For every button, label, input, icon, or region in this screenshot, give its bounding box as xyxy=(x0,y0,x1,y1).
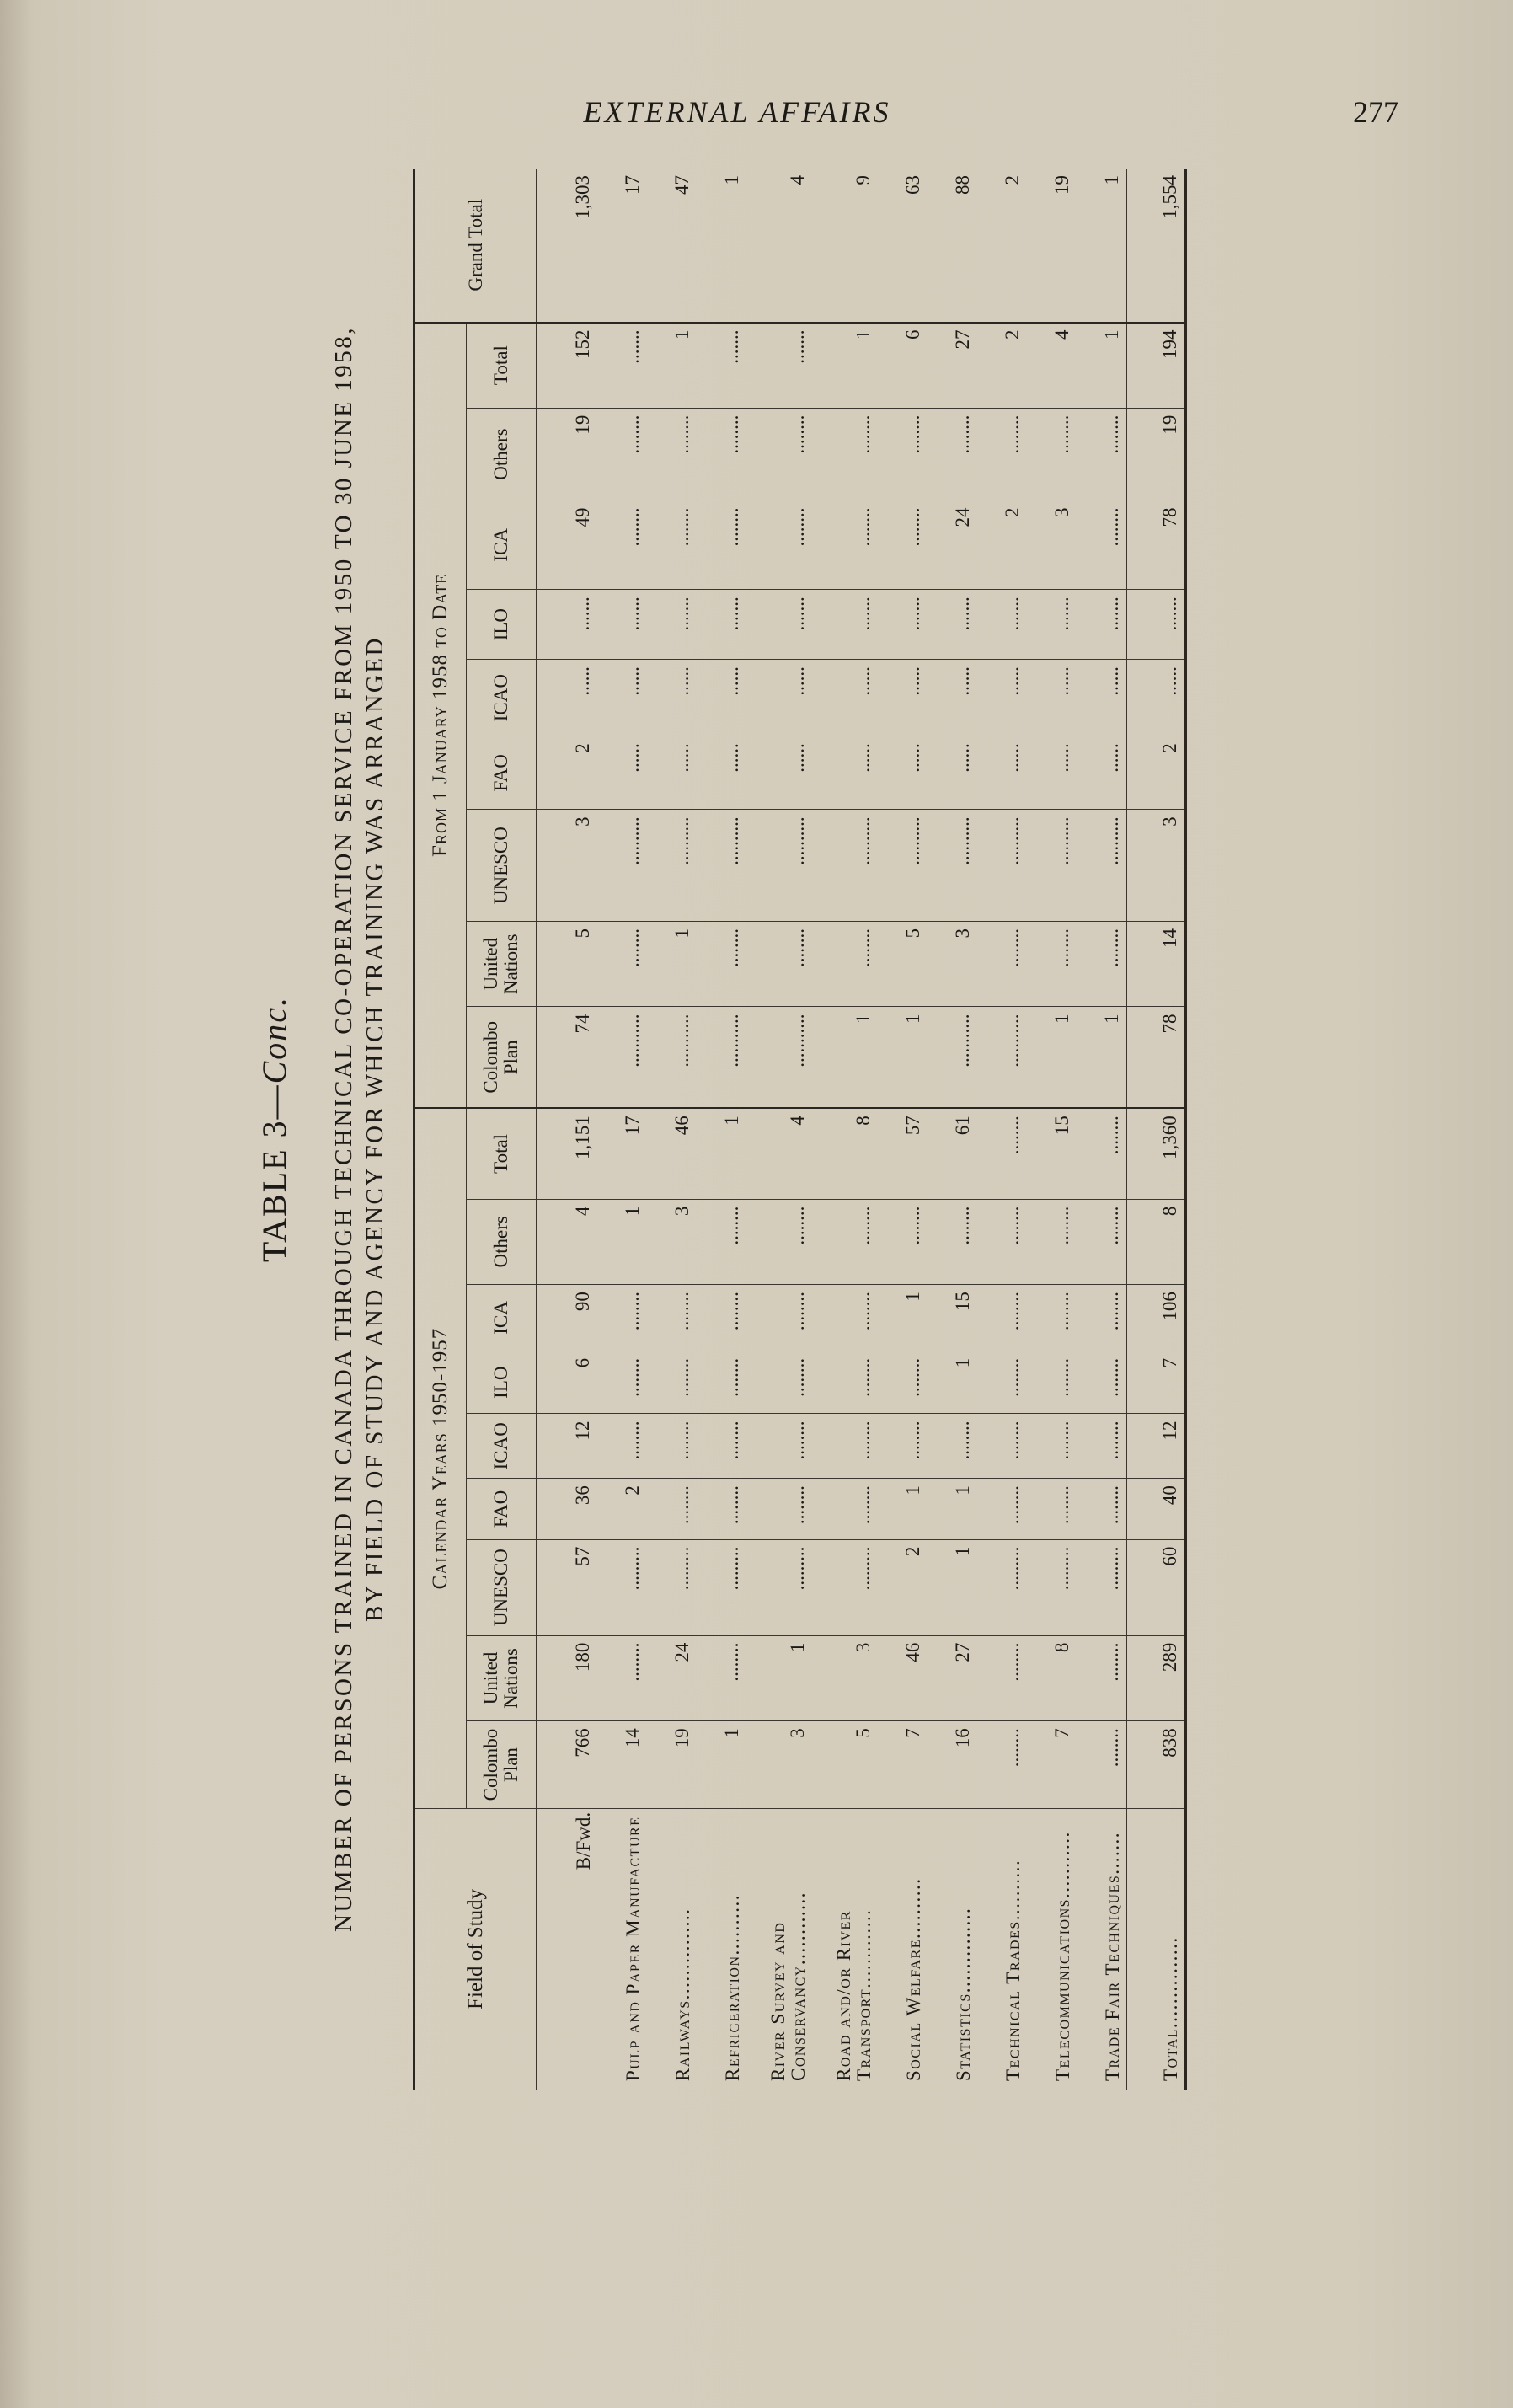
agency-header-1950-1957-7: ICA xyxy=(467,1285,537,1351)
value-cell-g2-7: 78 xyxy=(1127,500,1186,590)
value-cell-g2-4: ...... xyxy=(746,736,812,810)
agency-header-1958-1: Colombo Plan xyxy=(467,1007,537,1108)
value-cell-g2-4: 2 xyxy=(537,736,598,810)
table-row xyxy=(1127,169,1186,2090)
value-cell-g1-3: ......... xyxy=(746,1539,812,1635)
value-cell-g2-2: 5 xyxy=(878,921,928,1007)
value-cell-g2-6: ....... xyxy=(878,590,928,660)
grand-total-cell: 4 xyxy=(746,169,812,323)
value-cell-g1-2: ........ xyxy=(597,1635,647,1721)
value-cell-g2-3: .......... xyxy=(647,810,697,922)
agency-header-1958-3: UNESCO xyxy=(467,810,537,922)
value-cell-g1-3: ......... xyxy=(647,1539,697,1635)
value-cell-g2-7: 24 xyxy=(928,500,977,590)
value-cell-g2-5: ...... xyxy=(537,660,598,736)
value-cell-g2-5: ...... xyxy=(928,660,977,736)
value-cell-g1-4: 40 xyxy=(1127,1479,1186,1540)
value-cell-g2-7: ........ xyxy=(878,500,928,590)
value-cell-g2-8: ........ xyxy=(597,408,647,500)
value-cell-g1-7: ........ xyxy=(746,1285,812,1351)
value-cell-g1-1: 7 xyxy=(878,1721,928,1809)
value-cell-g2-8: ........ xyxy=(746,408,812,500)
value-cell-g1-5: ........ xyxy=(878,1414,928,1479)
value-cell-g1-7: 15 xyxy=(928,1285,977,1351)
value-cell-g1-2: 3 xyxy=(812,1635,878,1721)
value-cell-g2-3: .......... xyxy=(1077,810,1127,922)
agency-header-1958-9: Total xyxy=(467,323,537,409)
value-cell-g2-8: ........ xyxy=(928,408,977,500)
table-row xyxy=(647,169,697,2090)
value-cell-g2-3: .......... xyxy=(878,810,928,922)
table-subtitle-line-2: BY FIELD OF STUDY AND AGENCY FOR WHICH TRAINING WAS ARRANGED xyxy=(361,636,388,1622)
table-row xyxy=(977,169,1027,2090)
value-cell-g1-3: 1 xyxy=(928,1539,977,1635)
value-cell-g1-6: 6 xyxy=(537,1351,598,1414)
value-cell-g1-1: 766 xyxy=(537,1721,598,1809)
value-cell-g1-3: ......... xyxy=(977,1539,1027,1635)
value-cell-g2-5: ...... xyxy=(746,660,812,736)
table-subtitle-line-1: NUMBER OF PERSONS TRAINED IN CANADA THROUGH TECHNICAL CO-OPERATION SERVICE FROM 1950 TO 30 JUNE 1958, xyxy=(330,326,357,1932)
value-cell-g1-5: 12 xyxy=(537,1414,598,1479)
value-cell-g2-6: ....... xyxy=(928,590,977,660)
agency-header-1950-1957-2: United Nations xyxy=(467,1635,537,1721)
value-cell-g2-6: ....... xyxy=(697,590,746,660)
value-cell-g2-4: ...... xyxy=(1027,736,1077,810)
agency-header-1950-1957-6: ILO xyxy=(467,1351,537,1414)
grand-total-cell: 17 xyxy=(597,169,647,323)
value-cell-g1-5: 12 xyxy=(1127,1414,1186,1479)
value-cell-g2-2: 14 xyxy=(1127,921,1186,1007)
value-cell-g1-1: ........ xyxy=(977,1721,1027,1809)
header-row-groups xyxy=(414,169,467,2090)
value-cell-g1-3: ......... xyxy=(812,1539,878,1635)
value-cell-g1-1: 19 xyxy=(647,1721,697,1809)
value-cell-g2-9: 194 xyxy=(1127,323,1186,409)
value-cell-g2-4: ...... xyxy=(1077,736,1127,810)
grand-total-header: Grand Total xyxy=(414,169,537,323)
agency-header-1958-8: Others xyxy=(467,408,537,500)
value-cell-g2-5: ...... xyxy=(597,660,647,736)
table-row xyxy=(537,169,598,2090)
value-cell-g1-7: ........ xyxy=(1077,1285,1127,1351)
value-cell-g1-1: 1 xyxy=(697,1721,746,1809)
value-cell-g1-5: ........ xyxy=(746,1414,812,1479)
value-cell-g1-1: 838 xyxy=(1127,1721,1186,1809)
value-cell-g2-1: 1 xyxy=(1077,1007,1127,1108)
value-cell-g1-2: 24 xyxy=(647,1635,697,1721)
value-cell-g1-4: 1 xyxy=(878,1479,928,1540)
value-cell-g2-9: 27 xyxy=(928,323,977,409)
value-cell-g2-3: .......... xyxy=(977,810,1027,922)
group-header-1958: From 1 January 1958 to Date xyxy=(414,323,467,1109)
value-cell-g2-1: 1 xyxy=(1027,1007,1077,1108)
field-of-study-cell: Total............... xyxy=(1127,1808,1186,2090)
value-cell-g2-9: 1 xyxy=(812,323,878,409)
value-cell-g2-7: ........ xyxy=(1077,500,1127,590)
value-cell-g2-3: .......... xyxy=(812,810,878,922)
value-cell-g1-7: ........ xyxy=(812,1285,878,1351)
agency-header-1950-1957-9: Total xyxy=(467,1108,537,1199)
value-cell-g2-3: 3 xyxy=(537,810,598,922)
value-cell-g1-9: 61 xyxy=(928,1108,977,1199)
field-of-study-cell: B/Fwd. xyxy=(573,1811,594,1870)
value-cell-g2-9: 4 xyxy=(1027,323,1077,409)
grand-total-cell: 2 xyxy=(977,169,1027,323)
grand-total-cell: 63 xyxy=(878,169,928,323)
value-cell-g2-7: 49 xyxy=(537,500,598,590)
value-cell-g2-1: ........... xyxy=(977,1007,1027,1108)
table-row xyxy=(697,169,746,2090)
value-cell-g2-5: ...... xyxy=(1027,660,1077,736)
value-cell-g2-6: ....... xyxy=(537,590,598,660)
value-cell-g2-5: ...... xyxy=(1127,660,1186,736)
value-cell-g2-1: 78 xyxy=(1127,1007,1186,1108)
value-cell-g1-4: ........ xyxy=(697,1479,746,1540)
value-cell-g2-2: ........ xyxy=(1077,921,1127,1007)
value-cell-g1-4: ........ xyxy=(1027,1479,1077,1540)
value-cell-g1-6: ........ xyxy=(597,1351,647,1414)
value-cell-g1-6: ........ xyxy=(878,1351,928,1414)
value-cell-g1-1: 7 xyxy=(1027,1721,1077,1809)
value-cell-g2-5: ...... xyxy=(812,660,878,736)
value-cell-g2-5: ...... xyxy=(1077,660,1127,736)
value-cell-g2-5: ...... xyxy=(977,660,1027,736)
value-cell-g2-8: ........ xyxy=(878,408,928,500)
value-cell-g1-4: 36 xyxy=(537,1479,598,1540)
field-of-study-cell: Road and/or River Transport............. xyxy=(833,1908,874,2081)
value-cell-g2-1: ........... xyxy=(928,1007,977,1108)
value-cell-g2-2: 5 xyxy=(537,921,598,1007)
value-cell-g2-5: ...... xyxy=(878,660,928,736)
value-cell-g2-8: ........ xyxy=(1027,408,1077,500)
value-cell-g2-7: ........ xyxy=(746,500,812,590)
value-cell-g2-3: .......... xyxy=(928,810,977,922)
value-cell-g2-3: .......... xyxy=(746,810,812,922)
value-cell-g1-9: 46 xyxy=(647,1108,697,1199)
value-cell-g1-7: ........ xyxy=(1027,1285,1077,1351)
value-cell-g1-9: 1,151 xyxy=(537,1108,598,1199)
value-cell-g1-6: 7 xyxy=(1127,1351,1186,1414)
value-cell-g2-6: ....... xyxy=(647,590,697,660)
value-cell-g1-6: ........ xyxy=(746,1351,812,1414)
table-body xyxy=(537,169,1186,2090)
agency-header-1958-2: United Nations xyxy=(467,921,537,1007)
grand-total-cell: 1,303 xyxy=(537,169,598,323)
table-title-main: TABLE 3— xyxy=(255,1084,293,1263)
value-cell-g2-3: .......... xyxy=(597,810,647,922)
value-cell-g2-6: ....... xyxy=(1027,590,1077,660)
persons-trained-table xyxy=(413,169,1187,2090)
rotated-table-block xyxy=(244,169,1179,2090)
agency-header-1958-7: ICA xyxy=(467,500,537,590)
value-cell-g1-4: ........ xyxy=(812,1479,878,1540)
value-cell-g2-1: 1 xyxy=(812,1007,878,1108)
value-cell-g2-4: ...... xyxy=(697,736,746,810)
value-cell-g2-8: 19 xyxy=(1127,408,1186,500)
value-cell-g1-4: ........ xyxy=(1077,1479,1127,1540)
value-cell-g1-8: 1 xyxy=(597,1199,647,1285)
value-cell-g2-8: ........ xyxy=(812,408,878,500)
value-cell-g1-8: ........ xyxy=(1027,1199,1077,1285)
value-cell-g2-6: ....... xyxy=(1127,590,1186,660)
value-cell-g1-9: 4 xyxy=(746,1108,812,1199)
field-of-study-cell: Telecommunications........... xyxy=(1052,1831,1073,2081)
grand-total-cell: 9 xyxy=(812,169,878,323)
value-cell-g1-1: 16 xyxy=(928,1721,977,1809)
value-cell-g2-9: ....... xyxy=(597,323,647,409)
value-cell-g1-8: ........ xyxy=(928,1199,977,1285)
value-cell-g1-7: ........ xyxy=(977,1285,1027,1351)
value-cell-g2-1: 1 xyxy=(878,1007,928,1108)
value-cell-g2-8: ........ xyxy=(697,408,746,500)
value-cell-g1-1: ........ xyxy=(1077,1721,1127,1809)
value-cell-g2-8: 19 xyxy=(537,408,598,500)
value-cell-g1-6: ........ xyxy=(1027,1351,1077,1414)
value-cell-g2-6: ....... xyxy=(977,590,1027,660)
value-cell-g2-6: ....... xyxy=(746,590,812,660)
agency-header-1950-1957-1: Colombo Plan xyxy=(467,1721,537,1809)
value-cell-g2-4: ...... xyxy=(597,736,647,810)
value-cell-g1-5: ........ xyxy=(977,1414,1027,1479)
value-cell-g1-4: ........ xyxy=(746,1479,812,1540)
value-cell-g2-4: ...... xyxy=(928,736,977,810)
value-cell-g2-9: 1 xyxy=(647,323,697,409)
value-cell-g2-4: ...... xyxy=(812,736,878,810)
value-cell-g2-1: ........... xyxy=(647,1007,697,1108)
field-of-study-cell: River Survey and Conservancy............ xyxy=(767,1892,809,2081)
value-cell-g2-7: ........ xyxy=(597,500,647,590)
table-row xyxy=(878,169,928,2090)
value-cell-g2-9: ....... xyxy=(697,323,746,409)
table-title-italic: Conc. xyxy=(255,995,293,1084)
field-of-study-header: Field of Study xyxy=(414,1808,537,2090)
field-of-study-cell: Trade Fair Techniques....... xyxy=(1102,1832,1123,2081)
agency-header-1958-6: ILO xyxy=(467,590,537,660)
table-row xyxy=(1027,169,1077,2090)
value-cell-g1-9: 8 xyxy=(812,1108,878,1199)
agency-header-1958-5: ICAO xyxy=(467,660,537,736)
value-cell-g1-1: 14 xyxy=(597,1721,647,1809)
value-cell-g1-9: 57 xyxy=(878,1108,928,1199)
value-cell-g1-1: 5 xyxy=(812,1721,878,1809)
value-cell-g2-5: ...... xyxy=(697,660,746,736)
value-cell-g1-3: ......... xyxy=(697,1539,746,1635)
value-cell-g1-6: ........ xyxy=(647,1351,697,1414)
value-cell-g1-6: ........ xyxy=(697,1351,746,1414)
value-cell-g1-4: 1 xyxy=(928,1479,977,1540)
value-cell-g1-9: ........ xyxy=(977,1108,1027,1199)
value-cell-g1-2: ........ xyxy=(1077,1635,1127,1721)
table-row xyxy=(597,169,647,2090)
value-cell-g1-6: ........ xyxy=(977,1351,1027,1414)
field-of-study-cell: Technical Trades.......... xyxy=(1002,1859,1024,2081)
value-cell-g2-4: ...... xyxy=(878,736,928,810)
value-cell-g2-1: ........... xyxy=(597,1007,647,1108)
value-cell-g2-3: .......... xyxy=(697,810,746,922)
agency-header-1950-1957-3: UNESCO xyxy=(467,1539,537,1635)
value-cell-g1-8: 3 xyxy=(647,1199,697,1285)
value-cell-g2-1: 74 xyxy=(537,1007,598,1108)
value-cell-g2-2: ........ xyxy=(977,921,1027,1007)
value-cell-g1-2: 8 xyxy=(1027,1635,1077,1721)
agency-header-1950-1957-5: ICAO xyxy=(467,1414,537,1479)
field-of-study-cell: Statistics.............. xyxy=(953,1907,974,2081)
value-cell-g2-2: ........ xyxy=(697,921,746,1007)
value-cell-g1-7: 106 xyxy=(1127,1285,1186,1351)
agency-header-1958-4: FAO xyxy=(467,736,537,810)
value-cell-g2-6: ....... xyxy=(1077,590,1127,660)
field-of-study-cell: Railways............... xyxy=(672,1908,693,2081)
value-cell-g1-5: ........ xyxy=(647,1414,697,1479)
value-cell-g2-4: 2 xyxy=(1127,736,1186,810)
value-cell-g1-5: ........ xyxy=(697,1414,746,1479)
value-cell-g1-8: ........ xyxy=(878,1199,928,1285)
value-cell-g1-2: 27 xyxy=(928,1635,977,1721)
value-cell-g2-6: ....... xyxy=(597,590,647,660)
value-cell-g2-3: .......... xyxy=(1027,810,1077,922)
value-cell-g1-6: ........ xyxy=(812,1351,878,1414)
value-cell-g2-4: ...... xyxy=(977,736,1027,810)
value-cell-g1-8: ........ xyxy=(697,1199,746,1285)
value-cell-g2-4: ...... xyxy=(647,736,697,810)
value-cell-g2-2: ........ xyxy=(597,921,647,1007)
value-cell-g1-5: ........ xyxy=(928,1414,977,1479)
value-cell-g1-9: 17 xyxy=(597,1108,647,1199)
value-cell-g2-7: ........ xyxy=(697,500,746,590)
value-cell-g1-3: 2 xyxy=(878,1539,928,1635)
table-row xyxy=(812,169,878,2090)
value-cell-g1-2: 180 xyxy=(537,1635,598,1721)
value-cell-g1-8: 4 xyxy=(537,1199,598,1285)
value-cell-g1-9: ........ xyxy=(1077,1108,1127,1199)
value-cell-g2-2: 3 xyxy=(928,921,977,1007)
running-head: EXTERNAL AFFAIRS xyxy=(583,95,891,129)
value-cell-g2-7: ........ xyxy=(647,500,697,590)
value-cell-g1-8: 8 xyxy=(1127,1199,1186,1285)
value-cell-g1-8: ........ xyxy=(746,1199,812,1285)
header-row-agencies xyxy=(467,169,537,2090)
value-cell-g1-3: ......... xyxy=(1077,1539,1127,1635)
value-cell-g1-2: ........ xyxy=(977,1635,1027,1721)
value-cell-g2-9: 1 xyxy=(1077,323,1127,409)
value-cell-g1-1: 3 xyxy=(746,1721,812,1809)
table-row xyxy=(746,169,812,2090)
value-cell-g2-8: ........ xyxy=(977,408,1027,500)
value-cell-g1-5: ........ xyxy=(1027,1414,1077,1479)
value-cell-g2-1: ........... xyxy=(697,1007,746,1108)
value-cell-g2-6: ....... xyxy=(812,590,878,660)
value-cell-g2-1: ........... xyxy=(746,1007,812,1108)
value-cell-g1-4: 2 xyxy=(597,1479,647,1540)
value-cell-g1-4: ........ xyxy=(647,1479,697,1540)
value-cell-g1-2: 289 xyxy=(1127,1635,1186,1721)
field-of-study-cell: Refrigeration.......... xyxy=(722,1893,743,2081)
value-cell-g1-2: 1 xyxy=(746,1635,812,1721)
value-cell-g1-3: ......... xyxy=(1027,1539,1077,1635)
value-cell-g1-9: 1 xyxy=(697,1108,746,1199)
value-cell-g1-9: 1,360 xyxy=(1127,1108,1186,1199)
value-cell-g1-7: 1 xyxy=(878,1285,928,1351)
value-cell-g2-8: ........ xyxy=(1077,408,1127,500)
value-cell-g1-7: ........ xyxy=(597,1285,647,1351)
value-cell-g1-7: 90 xyxy=(537,1285,598,1351)
table-row xyxy=(928,169,977,2090)
value-cell-g2-2: 1 xyxy=(647,921,697,1007)
agency-header-1950-1957-4: FAO xyxy=(467,1479,537,1540)
value-cell-g1-2: 46 xyxy=(878,1635,928,1721)
value-cell-g2-5: ...... xyxy=(647,660,697,736)
value-cell-g1-8: ........ xyxy=(812,1199,878,1285)
value-cell-g1-4: ........ xyxy=(977,1479,1027,1540)
value-cell-g2-2: ........ xyxy=(812,921,878,1007)
grand-total-cell: 19 xyxy=(1027,169,1077,323)
value-cell-g2-9: 152 xyxy=(537,323,598,409)
table-row xyxy=(1077,169,1127,2090)
page-header xyxy=(0,0,1513,169)
value-cell-g1-7: ........ xyxy=(697,1285,746,1351)
field-of-study-cell: Social Welfare.......... xyxy=(903,1877,924,2081)
value-cell-g1-8: ........ xyxy=(1077,1199,1127,1285)
value-cell-g2-2: ........ xyxy=(746,921,812,1007)
grand-total-cell: 88 xyxy=(928,169,977,323)
value-cell-g1-5: ........ xyxy=(1077,1414,1127,1479)
table-title xyxy=(254,169,294,2090)
value-cell-g2-7: 3 xyxy=(1027,500,1077,590)
table-subtitle xyxy=(329,169,391,2090)
value-cell-g1-2: ........ xyxy=(697,1635,746,1721)
value-cell-g1-6: ........ xyxy=(1077,1351,1127,1414)
value-cell-g2-3: 3 xyxy=(1127,810,1186,922)
grand-total-cell: 47 xyxy=(647,169,697,323)
value-cell-g1-3: 57 xyxy=(537,1539,598,1635)
value-cell-g1-7: ........ xyxy=(647,1285,697,1351)
group-header-1950-1957: Calendar Years 1950-1957 xyxy=(414,1108,467,1808)
value-cell-g1-3: 60 xyxy=(1127,1539,1186,1635)
value-cell-g2-8: ........ xyxy=(647,408,697,500)
field-of-study-cell: Pulp and Paper Manufacture xyxy=(623,1816,644,2081)
page-number: 277 xyxy=(1353,95,1398,129)
value-cell-g1-5: ........ xyxy=(812,1414,878,1479)
value-cell-g1-3: ......... xyxy=(597,1539,647,1635)
value-cell-g2-9: ....... xyxy=(746,323,812,409)
agency-header-1950-1957-8: Others xyxy=(467,1199,537,1285)
value-cell-g2-2: ........ xyxy=(1027,921,1077,1007)
value-cell-g1-6: 1 xyxy=(928,1351,977,1414)
grand-total-cell: 1,554 xyxy=(1127,169,1186,323)
value-cell-g1-8: ........ xyxy=(977,1199,1027,1285)
grand-total-cell: 1 xyxy=(1077,169,1127,323)
grand-total-cell: 1 xyxy=(697,169,746,323)
value-cell-g1-9: 15 xyxy=(1027,1108,1077,1199)
value-cell-g2-7: ........ xyxy=(812,500,878,590)
value-cell-g1-5: ........ xyxy=(597,1414,647,1479)
value-cell-g2-9: 2 xyxy=(977,323,1027,409)
value-cell-g2-9: 6 xyxy=(878,323,928,409)
value-cell-g2-7: 2 xyxy=(977,500,1027,590)
